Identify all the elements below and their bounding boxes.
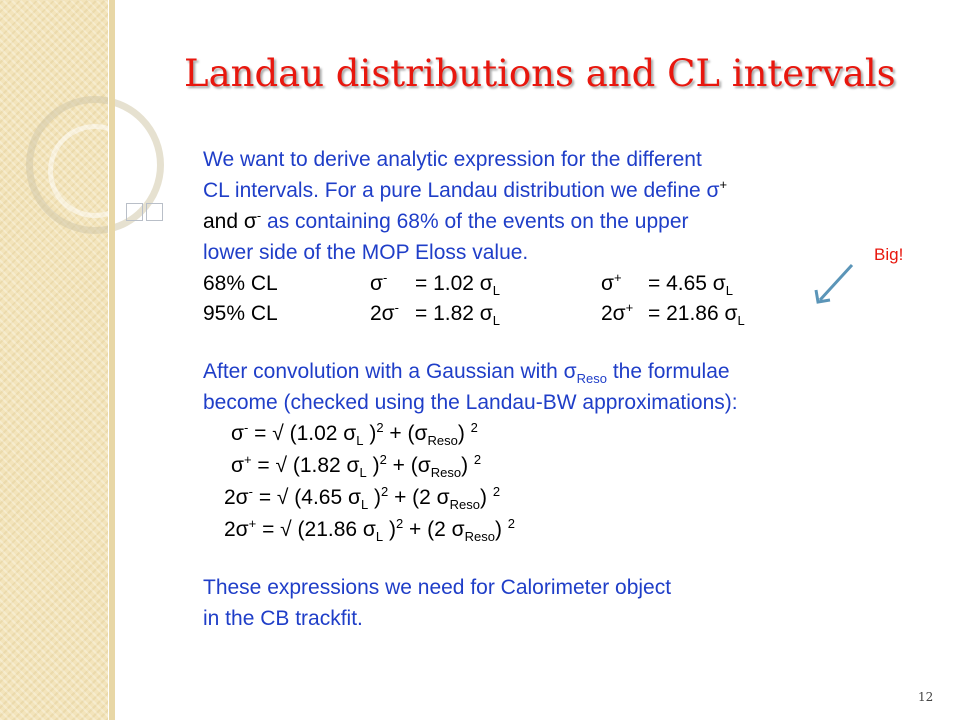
sigma-plus-value: = 4.65 $\sigma_L$	[648, 272, 733, 299]
conv-line-2: become (checked using the Landau-BW approximations):	[203, 391, 738, 414]
closing-paragraph	[203, 572, 671, 634]
closing-line-2: in the CB trackfit.	[203, 607, 363, 630]
intro-paragraph	[203, 144, 727, 268]
sigma-minus-value: = 1.82 $\sigma_L$	[415, 302, 500, 329]
closing-line-1: These expressions we need for Calorimeter object	[203, 576, 672, 599]
sigma-plus-expr: σ+	[601, 270, 622, 295]
sigma-minus-expr: 2σ-	[370, 300, 399, 325]
equation-2sigma-minus: 2σ- = √ (4.65 $\sigma_L$ )$^2$ + (2 $\sigma_{Reso}$) $^2$	[224, 484, 501, 513]
conv-line-1: After convolution with a Gaussian with $\sigma_{Reso}$ the formulae	[203, 360, 730, 387]
slide-title: Landau distributions and CL intervals	[184, 52, 896, 95]
sigma-plus-value: = 21.86 $\sigma_L$	[648, 302, 745, 329]
cl-label: 95% CL	[203, 302, 278, 325]
sigma-minus-value: = 1.02 $\sigma_L$	[415, 272, 500, 299]
intro-line-1: We want to derive analytic expression for the different	[203, 148, 702, 171]
missing-glyph-boxes	[126, 203, 163, 221]
annotation-arrow-icon	[812, 262, 856, 306]
sigma-minus-expr: σ-	[370, 270, 388, 295]
big-annotation: Big!	[874, 245, 904, 264]
intro-line-3: and σ- as containing 68% of the events on the upper	[203, 208, 689, 233]
sidebar-border	[108, 0, 115, 720]
equation-sigma-minus: σ- = √ (1.02 $\sigma_L$ )$^2 + (\sigma_{Reso})$ $^2$	[231, 420, 478, 449]
page-number: 12	[918, 690, 934, 704]
convolution-paragraph	[203, 356, 738, 418]
equation-2sigma-plus: 2σ+ = √ (21.86 $\sigma_L$ )$^2$ + (2 $\sigma_{Reso}$) $^2$	[224, 516, 515, 545]
equation-sigma-plus: σ+ = √ (1.82 $\sigma_L$ )$^2 + (\sigma_{Reso})$ $^2$	[231, 452, 482, 481]
decorative-sidebar	[0, 0, 108, 720]
cl-label: 68% CL	[203, 272, 278, 295]
intro-line-4: lower side of the MOP Eloss value.	[203, 241, 529, 264]
sigma-plus-expr: 2σ+	[601, 300, 634, 325]
intro-line-2: CL intervals. For a pure Landau distribution we define σ+	[203, 177, 728, 202]
